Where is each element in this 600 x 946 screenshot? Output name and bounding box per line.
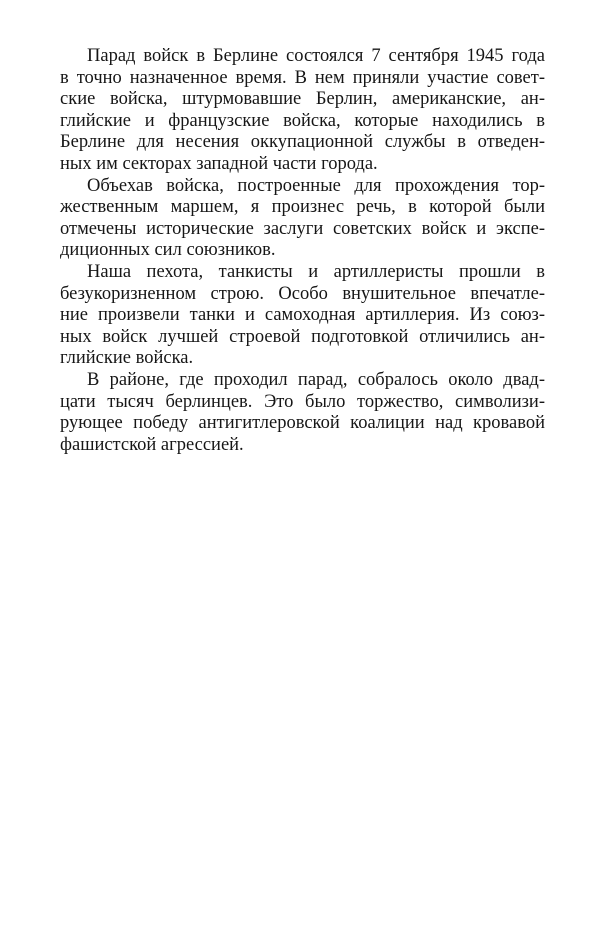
text-line: В районе, где проходил парад, собралось около двад- (87, 369, 545, 390)
text-line: ские войска, штурмовавшие Берлин, американские, ан- (60, 89, 545, 110)
body-text (60, 46, 545, 456)
text-line: глийские войска. (60, 348, 194, 369)
paragraph-4 (60, 370, 545, 456)
text-line: рующее победу антигитлеровской коалиции над кровавой (60, 413, 545, 434)
text-line: Парад войск в Берлине состоялся 7 сентября 1945 года (87, 46, 545, 66)
text-line: в точно назначенное время. В нем приняли участие совет- (60, 67, 545, 88)
text-line: глийские и французские войска, которые находились в (60, 110, 545, 131)
text-line: цати тысяч берлинцев. Это было торжество, символизи- (60, 391, 545, 412)
paragraph-2 (60, 176, 545, 262)
text-line: ных им секторах западной части города. (60, 153, 378, 174)
text-line: Берлине для несения оккупационной службы в отведен- (60, 132, 545, 153)
paragraph-1 (60, 46, 545, 176)
text-line: Наша пехота, танкисты и артиллеристы прошли в (87, 261, 545, 282)
text-line: фашистской агрессией. (60, 434, 244, 455)
text-line: ние произвели танки и самоходная артиллерия. Из союз- (60, 305, 545, 326)
text-line: диционных сил союзников. (60, 240, 276, 261)
text-line: отмечены исторические заслуги советских войск и экспе- (60, 218, 545, 239)
paragraph-3 (60, 262, 545, 370)
text-line: жественным маршем, я произнес речь, в которой были (60, 197, 545, 218)
text-line: безукоризненном строю. Особо внушительное впечатле- (60, 283, 545, 304)
text-line: Объехав войска, построенные для прохождения тор- (87, 175, 545, 196)
text-line: ных войск лучшей строевой подготовкой отличились ан- (60, 326, 545, 347)
